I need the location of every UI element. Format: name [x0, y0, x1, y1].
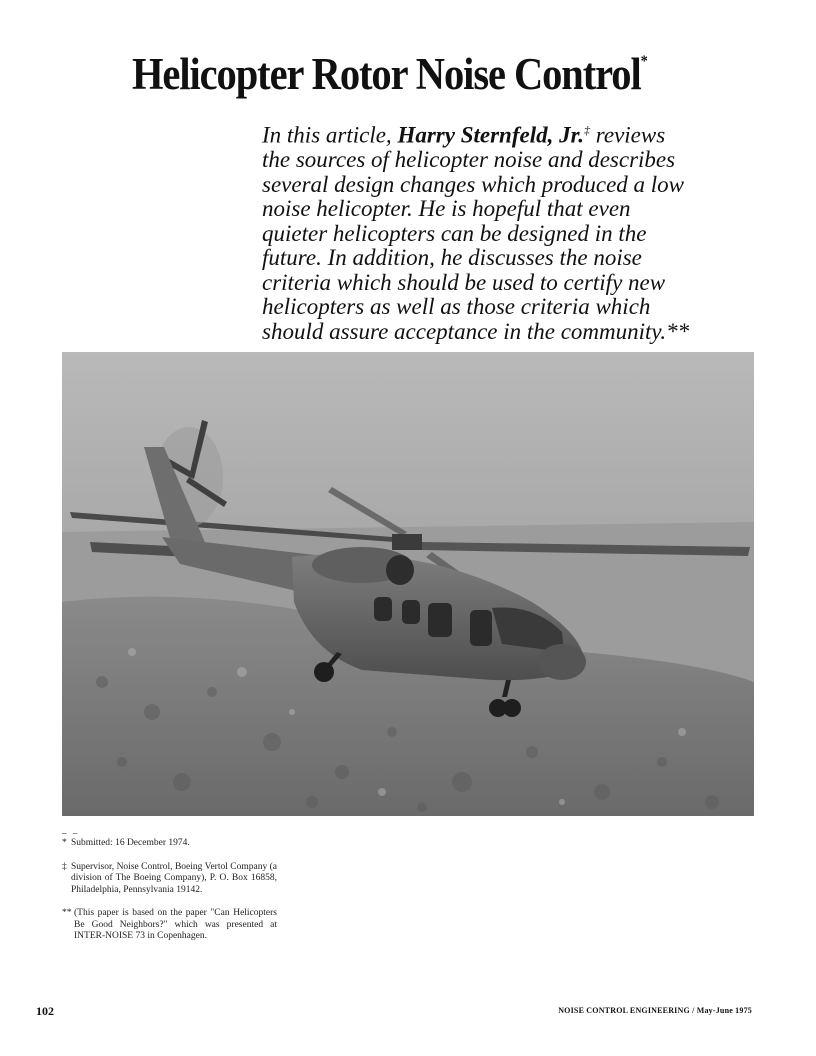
rear-wheel [314, 662, 334, 682]
footnote-affiliation [62, 862, 277, 897]
abstract-line: the sources of helicopter noise and describes [262, 147, 676, 173]
footnote-submitted [62, 838, 277, 850]
abstract-line: quieter helicopters can be designed in the [262, 220, 647, 246]
title-text: Helicopter Rotor Noise Control [132, 49, 641, 99]
footnote-mark: ** [62, 908, 72, 918]
abstract-intro: In this article, [262, 122, 398, 148]
footnote-source [62, 908, 277, 943]
nose [538, 644, 586, 680]
helicopter-photo [62, 352, 754, 816]
abstract-line: criteria which should be used to certify new [262, 269, 666, 295]
footnote-mark: * [62, 838, 67, 848]
title-footnote-mark: * [640, 53, 647, 70]
abstract-line-1 [262, 118, 782, 148]
page-number: 102 [36, 1004, 54, 1018]
abstract-line-1-end: reviews [590, 122, 666, 148]
engine-intake [386, 555, 414, 585]
footnote-mark: ‡ [62, 861, 67, 872]
abstract-line: several design changes which produced a low [262, 171, 685, 197]
running-footer: NOISE CONTROL ENGINEERING / May-June 1975 [558, 1006, 752, 1015]
helicopter-illustration [62, 352, 754, 816]
footnotes [62, 828, 277, 955]
article-abstract [262, 118, 782, 344]
abstract-line: noise helicopter. He is hopeful that even [262, 196, 631, 222]
footnote-text: (This paper is based on the paper "Can Helicopters Be Good Neighbors?" which was presented at INTER-NOISE 73 in Copenhagen. [74, 908, 277, 941]
rotor-hub [392, 534, 422, 550]
author-footnote-mark: ‡ [584, 123, 591, 137]
front-wheel-right [503, 699, 521, 717]
abstract-line: should assure acceptance in the community.** [262, 318, 690, 344]
footnote-text: Supervisor, Noise Control, Boeing Vertol Company (a division of The Boeing Company), P. O. Box 16858, Philadelphia, Pennsylvania 19142. [71, 861, 277, 895]
footnote-rule: – – [62, 828, 80, 838]
abstract-line: helicopters as well as those criteria which [262, 294, 651, 320]
abstract-line: future. In addition, he discusses the noise [262, 245, 642, 271]
article-title [132, 49, 708, 99]
author-name: Harry Sternfeld, Jr. [397, 122, 585, 148]
footnote-text: Submitted: 16 December 1974. [71, 838, 190, 848]
